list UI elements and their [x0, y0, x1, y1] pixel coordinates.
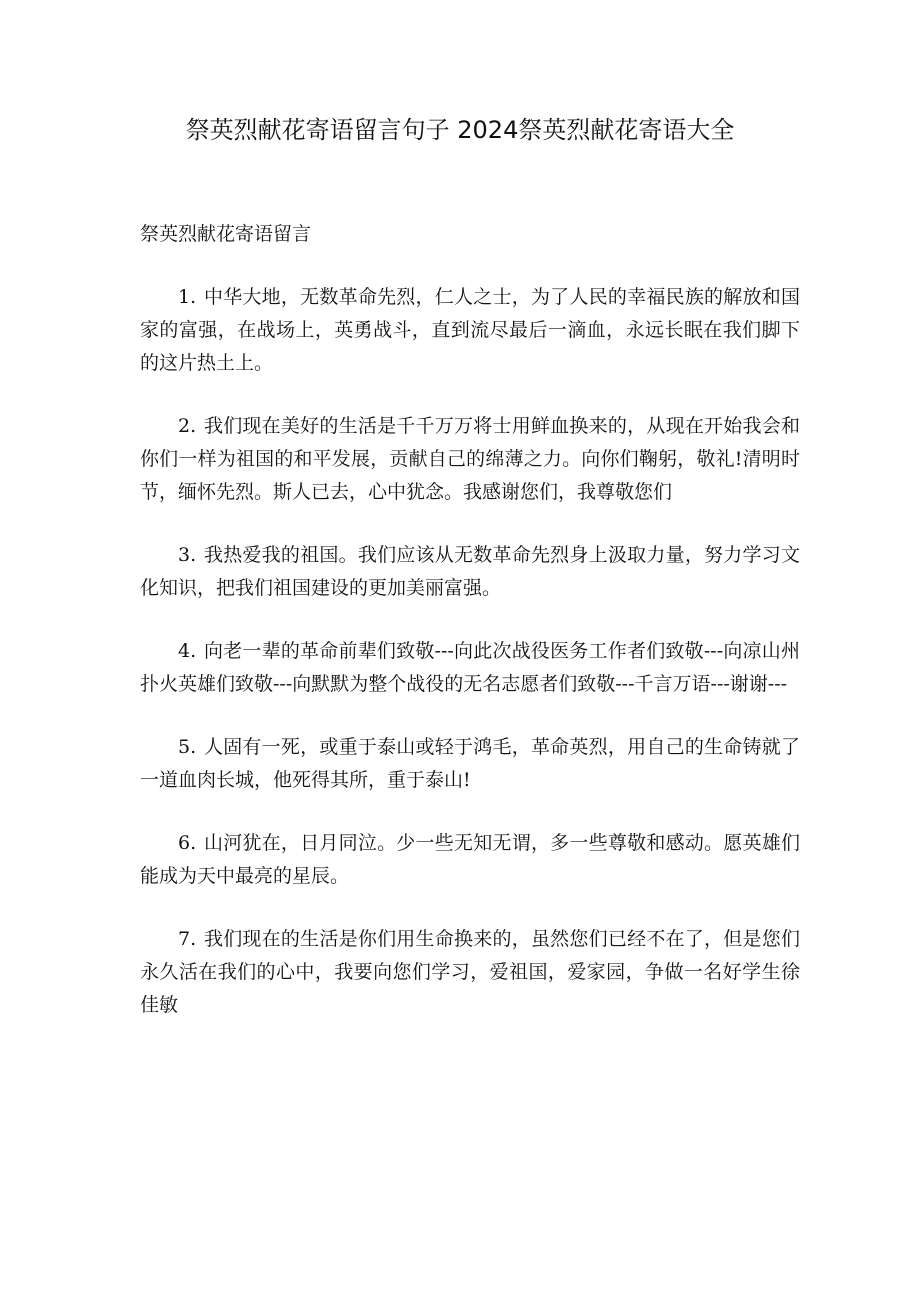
paragraph-5: [140, 731, 800, 797]
paragraph-text: 我们现在美好的生活是千千万万将士用鲜血换来的，从现在开始我会和你们一样为祖国的和平发展，贡献自己的绵薄之力。向你们鞠躬，敬礼!清明时节，缅怀先烈。斯人已去，心中犹念。我感谢您们，我尊敬您们: [140, 415, 800, 503]
paragraph-text: 向老一辈的革命前辈们致敬---向此次战役医务工作者们致敬---向凉山州扑火英雄们致敬---向默默为整个战役的无名志愿者们致敬---千言万语---谢谢---: [140, 640, 800, 695]
document-title: 祭英烈献花寄语留言句子 2024祭英烈献花寄语大全: [185, 116, 735, 144]
paragraph-number: 2.: [178, 415, 197, 437]
paragraph-number: 7.: [178, 928, 197, 950]
paragraph-1: [140, 281, 800, 380]
paragraph-7: [140, 923, 800, 1022]
paragraph-text: 我热爱我的祖国。我们应该从无数革命先烈身上汲取力量，努力学习文化知识，把我们祖国建设的更加美丽富强。: [140, 544, 800, 599]
paragraph-text: 中华大地，无数革命先烈，仁人之士，为了人民的幸福民族的解放和国家的富强，在战场上，英勇战斗，直到流尽最后一滴血，永远长眠在我们脚下的这片热土上。: [140, 286, 800, 374]
paragraph-number: 6.: [178, 832, 197, 854]
paragraph-number: 5.: [178, 736, 197, 758]
paragraph-2: [140, 410, 800, 509]
paragraph-4: [140, 635, 800, 701]
paragraph-text: 山河犹在，日月同泣。少一些无知无谓，多一些尊敬和感动。愿英雄们能成为天中最亮的星辰。: [140, 832, 800, 887]
paragraph-text: 人固有一死，或重于泰山或轻于鸿毛，革命英烈，用自己的生命铸就了一道血肉长城，他死得其所，重于泰山!: [140, 736, 800, 791]
document-body: [140, 218, 800, 1052]
paragraph-number: 4.: [178, 640, 197, 662]
paragraph-text: 我们现在的生活是你们用生命换来的，虽然您们已经不在了，但是您们永久活在我们的心中，我要向您们学习，爱祖国，爱家园，争做一名好学生徐佳敏: [140, 928, 800, 1016]
paragraph-number: 1.: [178, 286, 197, 308]
paragraph-3: [140, 539, 800, 605]
section-heading: 祭英烈献花寄语留言: [140, 223, 312, 245]
paragraph-6: [140, 827, 800, 893]
paragraph-number: 3.: [178, 544, 197, 566]
